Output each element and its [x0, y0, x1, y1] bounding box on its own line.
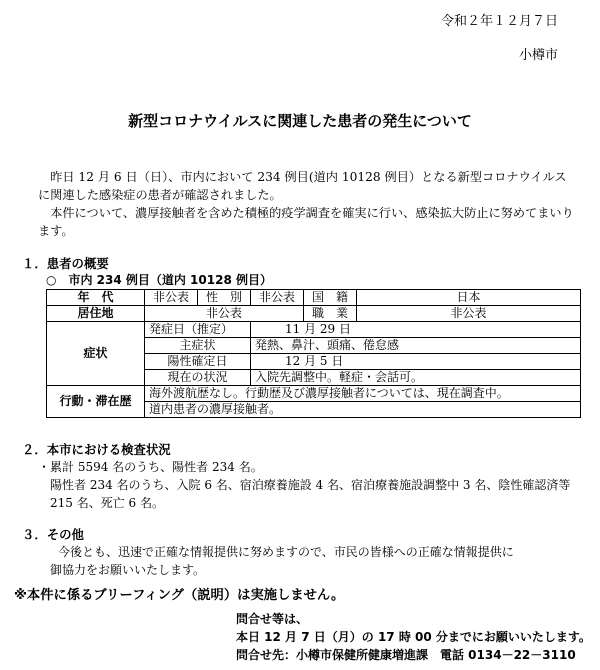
- test-status-line-2: 陽性者 234 名のうち、入院 6 名、宿泊療養施設 4 名、宿泊療養施設調整中 3 名、陰性確認済等: [50, 478, 571, 492]
- residence-value: 非公表: [145, 306, 304, 322]
- sex-value: 非公表: [251, 290, 304, 306]
- contact-info: 問合せ先：小樽市保健所健康増進課 電話 0134－22－3110: [236, 648, 576, 662]
- section-2-heading: ２．本市における検査状況: [22, 442, 171, 457]
- behavior-label: 行動・滞在歴: [47, 386, 145, 418]
- intro-paragraph-1: 昨日 12 月 6 日（日）、市内において 234 例目(道内 10128 例目）となる新型コロナウイルスに関連した感染症の患者が確認されました。: [38, 170, 567, 202]
- occupation-value: 非公表: [357, 306, 581, 322]
- document-title: 新型コロナウイルスに関連した患者の発生について: [128, 112, 472, 130]
- intro-paragraph-2: 本件について、濃厚接触者を含めた積極的疫学調査を確実に行い、感染拡大防止に努めてまいります。: [38, 206, 574, 238]
- case-label: ○ 市内 234 例目（道内 10128 例目）: [46, 273, 272, 287]
- contact-deadline: 本日 12 月 7 日（月）の 17 時 00 分までにお願いいたします。: [236, 630, 591, 644]
- issuer-city: 小樽市: [518, 48, 558, 63]
- patient-summary-table: [46, 289, 581, 418]
- occupation-label: 職 業: [304, 306, 357, 322]
- briefing-note: ※本件に係るブリーフィング（説明）は実施しません。: [14, 588, 345, 603]
- main-symptom-label: 主症状: [145, 338, 251, 354]
- main-symptom-value: 発熱、鼻汁、頭痛、倦怠感: [251, 338, 581, 354]
- other-line-1: 今後とも、迅速で正確な情報提供に努めますので、市民の皆様への正確な情報提供に: [58, 545, 514, 559]
- positive-date-label: 陽性確定日: [145, 354, 251, 370]
- nationality-value: 日本: [357, 290, 581, 306]
- test-status-line-1: ・累計 5594 名のうち、陽性者 234 名。: [38, 460, 263, 474]
- age-value: 非公表: [145, 290, 198, 306]
- onset-value: 11 月 29 日: [251, 322, 581, 338]
- test-status-line-3: 215 名、死亡 6 名。: [50, 496, 164, 510]
- current-status-label: 現在の状況: [145, 370, 251, 386]
- section-1-heading: １．患者の概要: [22, 256, 109, 271]
- section-3-heading: ３．その他: [22, 527, 84, 542]
- residence-label: 居住地: [47, 306, 145, 322]
- behavior-line-1: 海外渡航歴なし。行動歴及び濃厚接触者については、現在調査中。: [145, 386, 581, 402]
- document-date: 令和２年１２月７日: [440, 14, 558, 29]
- onset-label: 発症日（推定）: [145, 322, 251, 338]
- nationality-label: 国 籍: [304, 290, 357, 306]
- positive-date-value: 12 月 5 日: [251, 354, 581, 370]
- other-line-2: 御協力をお願いいたします。: [50, 563, 206, 577]
- behavior-line-2: 道内患者の濃厚接触者。: [145, 402, 581, 418]
- sex-label: 性 別: [198, 290, 251, 306]
- age-label: 年 代: [47, 290, 145, 306]
- symptoms-label: 症状: [47, 322, 145, 386]
- current-status-value: 入院先調整中。軽症・会話可。: [251, 370, 581, 386]
- intro-text: [38, 168, 578, 240]
- contact-intro: 問合せ等は、: [236, 612, 309, 626]
